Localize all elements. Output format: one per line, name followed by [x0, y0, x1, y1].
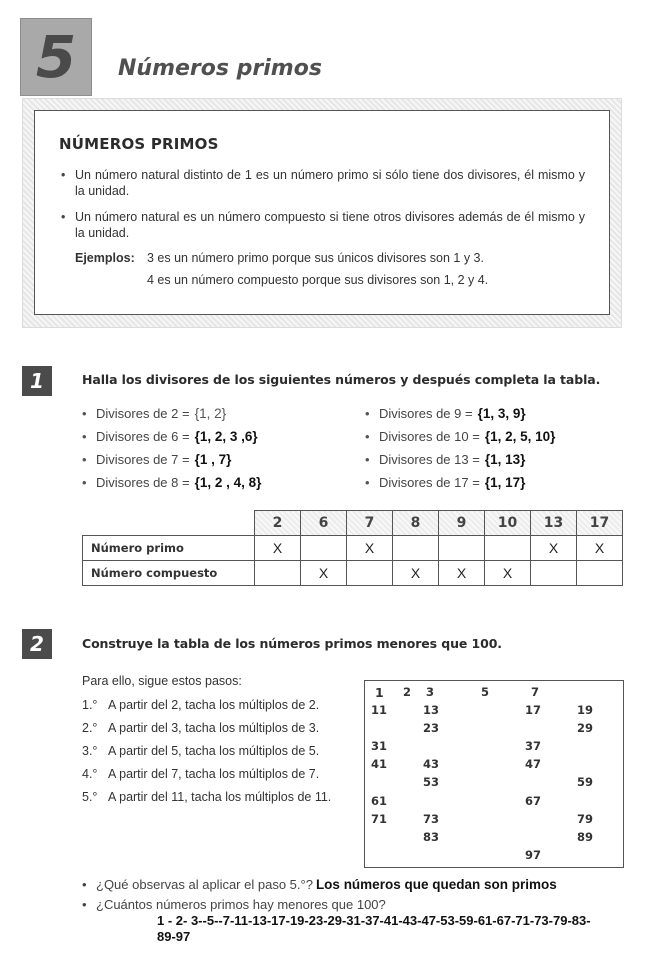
sieve-number: 29: [577, 721, 594, 735]
divisor-item: • Divisores de 9 = {1, 3, 9}: [365, 406, 526, 421]
divisor-item: • Divisores de 13 = {1, 13}: [365, 452, 526, 467]
column-header: 8: [393, 511, 439, 536]
sieve-number: 79: [577, 812, 594, 826]
sieve-number: 13: [423, 703, 440, 717]
table-row-prime: [83, 536, 623, 561]
sieve-number: 7: [531, 685, 540, 699]
examples-label: Ejemplos:: [75, 251, 135, 265]
table-cell[interactable]: X: [485, 561, 531, 586]
sieve-number: 59: [577, 775, 594, 789]
sieve-number: 23: [423, 721, 440, 735]
steps-intro: Para ello, sigue estos pasos:: [82, 674, 242, 688]
definition-composite: • Un número natural es un número compuesto si tiene otros divisores además de él mismo y la unidad.: [59, 209, 585, 241]
row-label: Número primo: [83, 536, 255, 561]
exercise-1-badge: [22, 366, 52, 396]
sieve-number: 71: [371, 812, 388, 826]
table-cell[interactable]: [531, 561, 577, 586]
sieve-number: 53: [423, 775, 440, 789]
exercise-2-badge: [22, 629, 52, 659]
chapter-number: 5: [35, 23, 77, 91]
sieve-number: 73: [423, 812, 440, 826]
divisor-item: • Divisores de 2 = {1, 2}: [82, 406, 227, 421]
sieve-number: 19: [577, 703, 594, 717]
exercise-2-number: 2: [30, 632, 44, 656]
table-cell[interactable]: X: [393, 561, 439, 586]
prime-list-answer[interactable]: 1 - 2- 3--5--7-11-13-17-19-23-29-31-37-41-43-47-53-59-61-67-71-73-79-83- 89-97: [157, 913, 591, 944]
example-composite: 4 es un número compuesto porque sus divisores son 1, 2 y 4.: [147, 273, 489, 287]
divisors-right-column: [365, 406, 555, 490]
sieve-number: 83: [423, 830, 440, 844]
question-1: • ¿Qué observas al aplicar el paso 5.°? Los números que quedan son primos: [82, 877, 557, 892]
sieve-number: 47: [525, 757, 542, 771]
steps-list: [82, 698, 354, 805]
divisor-answer[interactable]: {1, 13}: [484, 452, 526, 467]
step-item: 3.° A partir del 5, tacha los múltiplos de 5.: [82, 744, 320, 758]
divisor-item: • Divisores de 10 = {1, 2, 5, 10}: [365, 429, 556, 444]
column-header: 10: [485, 511, 531, 536]
column-header: 7: [347, 511, 393, 536]
table-cell[interactable]: [577, 561, 623, 586]
examples: [75, 251, 585, 295]
step-item: 4.° A partir del 7, tacha los múltiplos de 7.: [82, 767, 320, 781]
example-prime: 3 es un número primo porque sus únicos divisores son 1 y 3.: [147, 251, 484, 265]
theory-box: [34, 110, 610, 315]
table-cell[interactable]: [301, 536, 347, 561]
sieve-number: 5: [481, 685, 490, 699]
sieve-number: 37: [525, 739, 542, 753]
table-cell[interactable]: [347, 561, 393, 586]
sieve-number: 41: [371, 757, 388, 771]
divisors-left-column: [82, 406, 261, 490]
table-cell[interactable]: X: [531, 536, 577, 561]
exercise-1-title: Halla los divisores de los siguientes números y después completa la tabla.: [82, 372, 601, 387]
divisor-answer[interactable]: {1, 2, 5, 10}: [484, 429, 556, 444]
exercise-2-title: Construye la tabla de los números primos menores que 100.: [82, 636, 502, 651]
sieve-number: 11: [371, 703, 388, 717]
step-item: 1.° A partir del 2, tacha los múltiplos de 2.: [82, 698, 320, 712]
table-cell[interactable]: X: [347, 536, 393, 561]
table-cell[interactable]: X: [255, 536, 301, 561]
sieve-number: 97: [525, 848, 542, 862]
sieve-number: 67: [525, 794, 542, 808]
sieve-number: 17: [525, 703, 542, 717]
step-item: 2.° A partir del 3, tacha los múltiplos de 3.: [82, 721, 320, 735]
step-item: 5.° A partir del 11, tacha los múltiplos de 11.: [82, 790, 332, 804]
divisor-answer[interactable]: {1, 2, 3 ,6}: [194, 429, 258, 444]
sieve-number: 61: [371, 794, 388, 808]
column-header: 2: [255, 511, 301, 536]
sieve-number: 89: [577, 830, 594, 844]
column-header: 9: [439, 511, 485, 536]
divisor-item: • Divisores de 8 = {1, 2 , 4, 8}: [82, 475, 262, 490]
table-cell[interactable]: X: [577, 536, 623, 561]
divisor-answer[interactable]: {1 , 7}: [194, 452, 232, 467]
table-cell[interactable]: [255, 561, 301, 586]
divisor-item: • Divisores de 7 = {1 , 7}: [82, 452, 232, 467]
table-cell[interactable]: X: [301, 561, 347, 586]
sieve-number: 2: [403, 685, 412, 699]
sieve-grid: [364, 680, 624, 868]
chapter-title: Números primos: [118, 56, 322, 81]
sieve-number: 3: [426, 685, 435, 699]
column-header: 6: [301, 511, 347, 536]
table-cell[interactable]: X: [439, 561, 485, 586]
divisor-item: • Divisores de 17 = {1, 17}: [365, 475, 526, 490]
divisor-answer[interactable]: {1, 17}: [484, 475, 526, 490]
chapter-number-box: [20, 18, 92, 96]
divisor-answer[interactable]: {1, 2 , 4, 8}: [194, 475, 262, 490]
table-cell[interactable]: [485, 536, 531, 561]
sieve-number: 43: [423, 757, 440, 771]
question-2: • ¿Cuántos números primos hay menores que 100?: [82, 897, 386, 912]
exercise-1-number: 1: [30, 369, 44, 393]
divisor-answer[interactable]: {1, 3, 9}: [477, 406, 526, 421]
question-1-answer[interactable]: Los números que quedan son primos: [315, 877, 557, 892]
table-cell[interactable]: [439, 536, 485, 561]
theory-heading: NÚMEROS PRIMOS: [59, 135, 219, 153]
sieve-number: 31: [371, 739, 388, 753]
column-header: 13: [531, 511, 577, 536]
divisor-answer[interactable]: {1, 2}: [194, 406, 227, 421]
classification-table: [82, 510, 623, 586]
row-label: Número compuesto: [83, 561, 255, 586]
column-header: 17: [577, 511, 623, 536]
sieve-number: 1: [375, 685, 384, 700]
table-cell[interactable]: [393, 536, 439, 561]
divisor-item: • Divisores de 6 = {1, 2, 3 ,6}: [82, 429, 258, 444]
table-row-composite: [83, 561, 623, 586]
table-header-row: [83, 511, 623, 536]
definition-prime: • Un número natural distinto de 1 es un número primo si sólo tiene dos divisores, él mismo y la unidad.: [59, 167, 585, 199]
